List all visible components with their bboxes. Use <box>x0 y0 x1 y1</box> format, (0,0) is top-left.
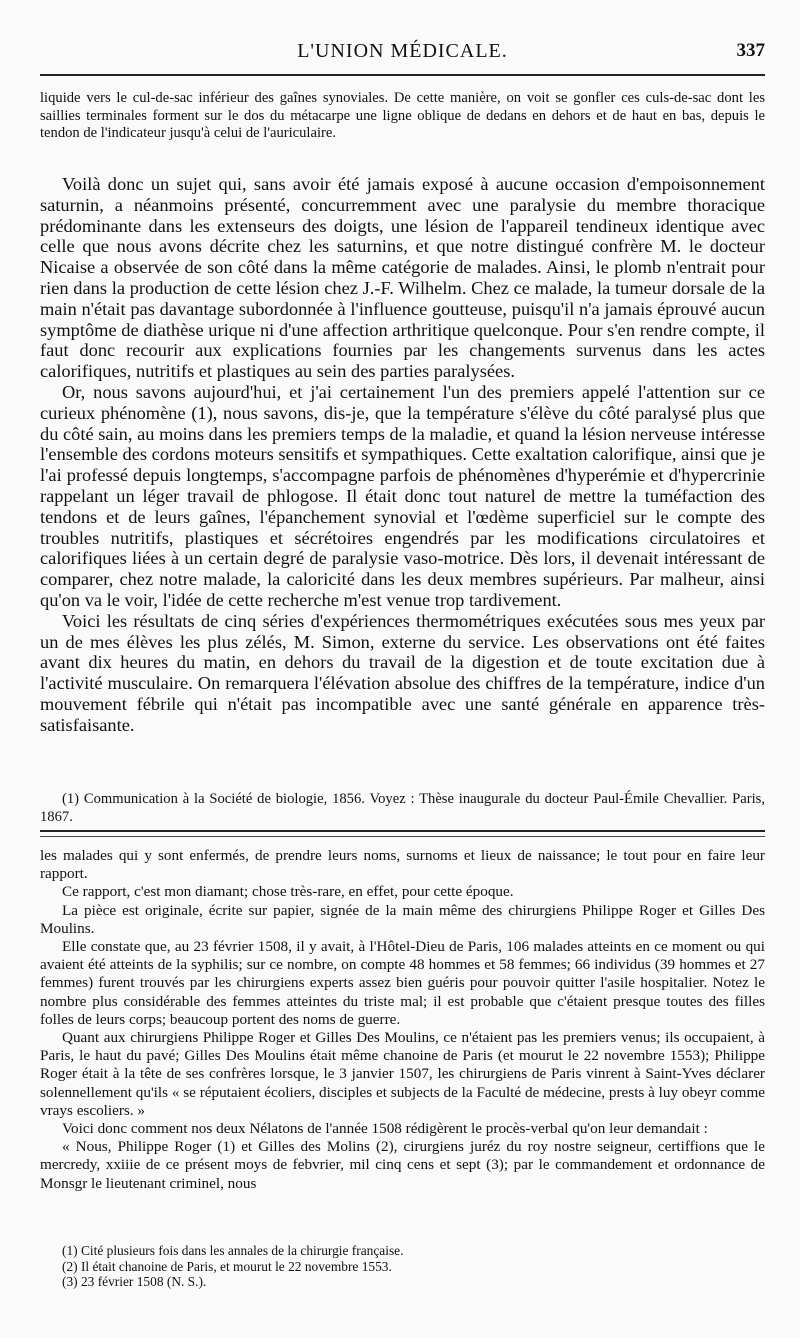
paragraph: les malades qui y sont enfermés, de prendre leurs noms, surnoms et lieux de naissance; le tout pour en faire leur rapport. <box>40 847 765 883</box>
paragraph: Ce rapport, c'est mon diamant; chose très-rare, en effet, pour cette époque. <box>62 883 514 901</box>
footnote: (2) Il était chanoine de Paris, et mourut le 22 novembre 1553. <box>62 1258 392 1274</box>
page-number: 337 <box>736 40 765 61</box>
paragraph: Voilà donc un sujet qui, sans avoir été jamais exposé à aucune occasion d'empoisonnement saturnin, a néanmoins présenté, concurremment avec une paralysie du membre thoracique prédominante dans les extenseurs des doigts, une lésion de l'appareil tendineux identique avec celle que nous avons décrite chez les saturnins, et que notre distingué confrère M. le docteur Nicaise a observée de son côté dans la même catégorie de malades. Ainsi, le plomb n'entrait pour rien dans la production de cette lésion chez J.-F. Wilhelm. Chez ce malade, la tumeur dorsale de la main n'était pas davantage subordonnée à l'influence goutteuse, puisqu'il n'a jamais éprouvé aucun symptôme de diathèse urique ni d'une affection arthritique quelconque. Pour s'en rendre compte, il faut donc recourir aux explications fournies par les changements survenus dans les actes calorifiques, nutritifs et plastiques au sein des parties paralysées. <box>40 174 765 382</box>
paragraph: La pièce est originale, écrite sur papier, signée de la main même des chirurgiens Philippe Roger et Gilles Des Moulins. <box>40 901 765 937</box>
running-title: L'UNION MÉDICALE. <box>297 40 508 62</box>
paragraph: Elle constate que, au 23 février 1508, il y avait, à l'Hôtel-Dieu de Paris, 106 malades atteints en ce moment ou qui avaient été atteints de la syphilis; sur ce nombre, on compte 48 hommes et 58 femmes; 66 individus (39 hommes et 27 femmes) furent trouvés par les chirurgiens experts assez bien guéris pour pouvoir quitter l'asile hospitalier. Notez le nombre plus considérable des femmes atteintes du triste mal; il est probable que c'étaient presque toutes des filles folles de leurs corps; beaucoup portent des noms de guerre. <box>40 938 765 1028</box>
paragraph: liquide vers le cul-de-sac inférieur des gaînes synoviales. De cette manière, on voit se gonfler ces culs-de-sac dont les saillies terminales forment sur le dos du métacarpe une ligne oblique de dedans en dehors et de haut en bas, depuis le tendon de l'indicateur jusqu'à celui de l'auriculaire. <box>40 90 765 142</box>
feuilleton-footnotes <box>40 1243 765 1290</box>
footnote: (1) Communication à la Société de biologie, 1856. Voyez : Thèse inaugurale du docteur Paul-Émile Chevallier. Paris, 1867. <box>40 791 765 825</box>
page-header <box>40 40 765 70</box>
paragraph: « Nous, Philippe Roger (1) et Gilles des Molins (2), cirurgiens juréz du roy nostre seigneur, certiffions que le mercredy, xxiiie de ce présent moys de febvrier, mil cinq cens et sept (3); par le commandement et ordonnance de Monsgr le lieutenant criminel, nous <box>40 1138 765 1192</box>
feuilleton-body <box>40 847 765 1193</box>
paragraph: Voici les résultats de cinq séries d'expériences thermométriques exécutées sous mes yeux par un de mes élèves les plus zélés, M. Simon, externe du service. Les observations ont été faites avant dix heures du matin, en dehors du travail de la digestion et de toute excitation due à l'activité musculaire. On remarquera l'élévation absolue des chiffres de la température, indice d'un mouvement fébrile qui n'était pas incompatible avec une santé générale en apparence très-satisfaisante. <box>40 610 765 735</box>
paragraph: Voici donc comment nos deux Nélatons de l'année 1508 rédigèrent le procès-verbal qu'on leur demandait : <box>62 1120 708 1138</box>
header-rule <box>40 74 765 76</box>
intro-paragraph <box>40 90 765 143</box>
footnote: (1) Cité plusieurs fois dans les annales de la chirurgie française. <box>62 1243 404 1258</box>
main-article-body <box>40 174 765 736</box>
feuilleton-separator <box>40 830 765 837</box>
paragraph: Or, nous savons aujourd'hui, et j'ai certainement l'un des premiers appelé l'attention sur ce curieux phénomène (1), nous savons, dis-je, que la température s'élève du côté paralysé plus que du côté sain, au moins dans les premiers temps de la maladie, et quand la lésion nerveuse intéresse l'ensemble des cordons moteurs sensitifs et sympathiques. Cette exaltation calorifique, ainsi que je l'ai professé depuis longtemps, s'accompagne parfois de phénomènes d'hyperémie et d'hypercrinie rappelant un léger travail de phlogose. Il était donc tout naturel de mettre la tuméfaction des tendons et de leurs gaînes, l'épanchement synovial et l'œdème superficiel sur le compte des troubles nutritifs, plastiques et sécrétoires engendrés par les modifications circulatoires et calorifiques liées à un certain degré de paralysie vaso-motrice. Dès lors, il devenait intéressant de comparer, chez notre malade, la caloricité dans les deux membres supérieurs. Par malheur, ainsi qu'on va le voir, l'idée de cette recherche m'est venue trop tardivement. <box>40 381 765 610</box>
main-footnote <box>40 791 765 826</box>
footnote: (3) 23 février 1508 (N. S.). <box>62 1274 207 1289</box>
paragraph: Quant aux chirurgiens Philippe Roger et Gilles Des Moulins, ce n'étaient pas les premiers venus; ils occupaient, à Paris, le haut du pavé; Gilles Des Moulins était même chanoine de Paris (et mourut le 22 novembre 1553); Philippe Roger était à la tête de ses confrères lorsque, le 3 janvier 1507, les chirurgiens de Paris vinrent à Saint-Yves déclarer solennellement qu'ils « se réputaient écoliers, disciples et subjects de la Faculté de médecine, prests à luy obeyr comme vrays escoliers. » <box>40 1029 765 1119</box>
